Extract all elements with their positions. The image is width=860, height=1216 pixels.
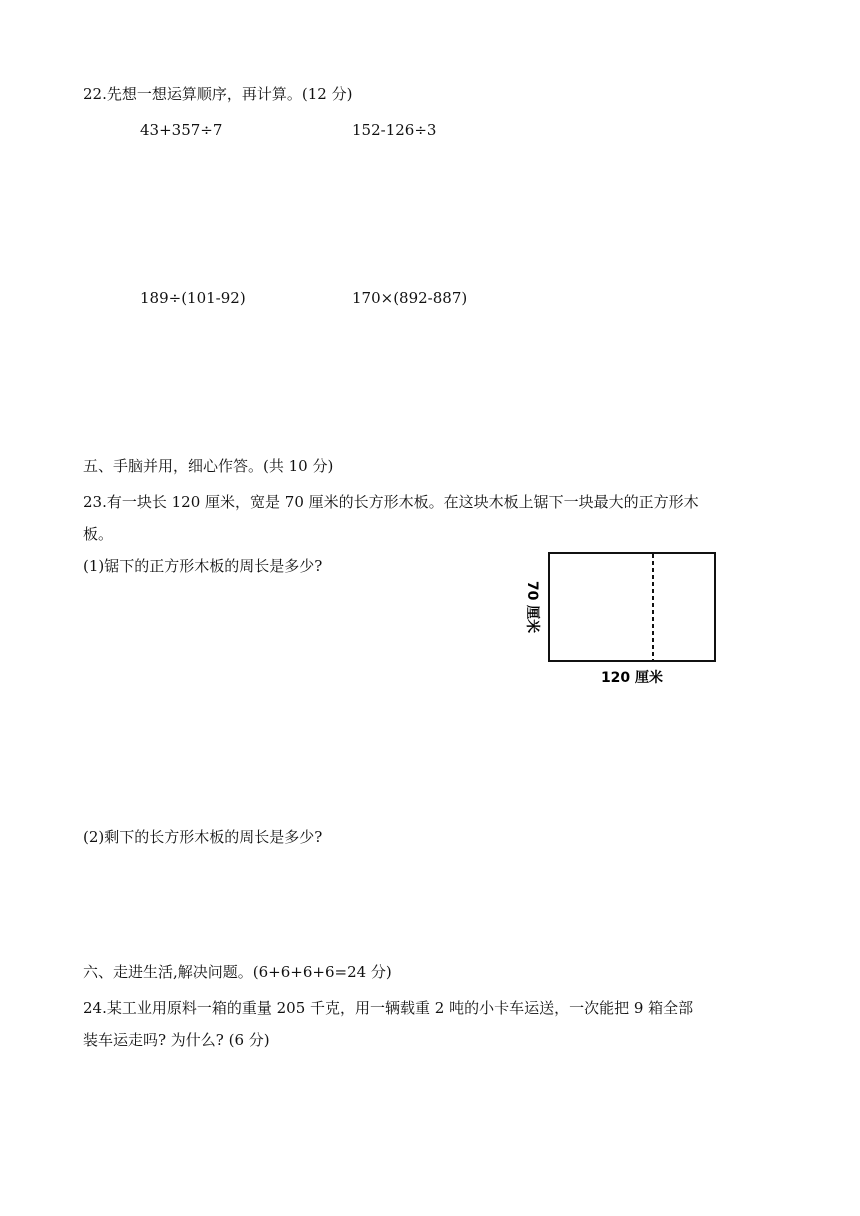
- q22-expr-3: 189÷(101-92): [140, 289, 246, 307]
- width-label: 70 厘米: [524, 580, 540, 634]
- rectangle-diagram: [516, 544, 730, 690]
- q23-text-line2: 板。: [83, 525, 114, 543]
- q23-sub-1: (1)锯下的正方形木板的周长是多少?: [83, 557, 323, 575]
- q23-text-line1: 23.有一块长 120 厘米，宽是 70 厘米的长方形木板。在这块木板上锯下一块最大的正方形木: [83, 493, 699, 511]
- q22-expr-4: 170×(892-887): [352, 289, 468, 307]
- q22-expr-2: 152-126÷3: [352, 121, 437, 139]
- q24-text-line2: 装车运走吗? 为什么? (6 分): [83, 1031, 270, 1049]
- q24-text-line1: 24.某工业用原料一箱的重量 205 千克，用一辆载重 2 吨的小卡车运送，一次能把 9 箱全部: [83, 999, 694, 1017]
- board-rectangle: [549, 553, 715, 661]
- q23-sub-2: (2)剩下的长方形木板的周长是多少?: [83, 828, 323, 846]
- section-6-title: 六、走进生活,解决问题。(6+6+6+6=24 分): [83, 963, 392, 981]
- q22-title: 22.先想一想运算顺序，再计算。(12 分): [83, 85, 353, 103]
- q22-expr-1: 43+357÷7: [140, 121, 223, 139]
- length-label: 120 厘米: [600, 670, 664, 686]
- section-5-title: 五、手脑并用，细心作答。(共 10 分): [83, 457, 334, 475]
